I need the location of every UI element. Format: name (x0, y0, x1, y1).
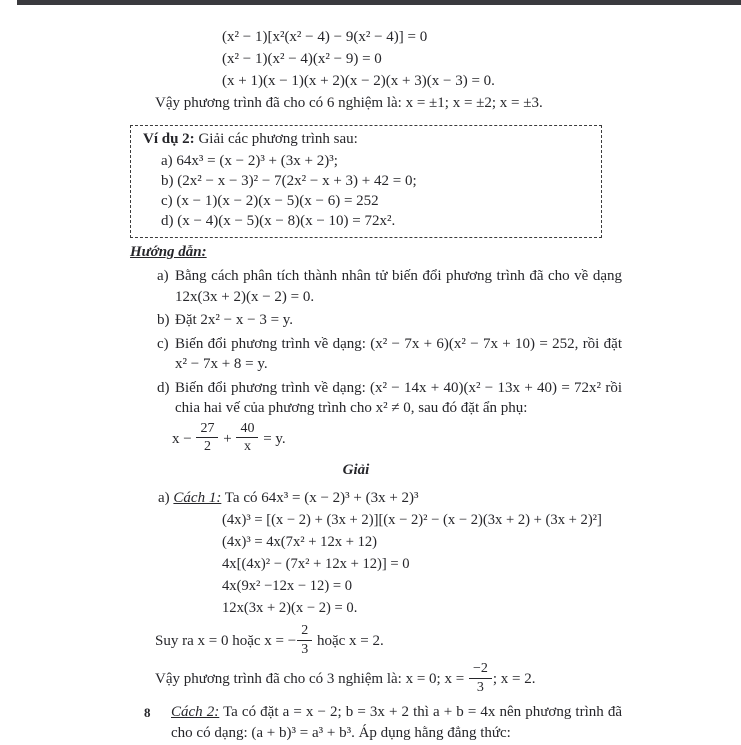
item-label: c) (157, 335, 169, 352)
cach-1-intro: Ta có 64x³ = (x − 2)³ + (3x + 2)³ (221, 489, 419, 506)
fraction: $\frac{27}{2}$ (195, 421, 219, 455)
hint-item-a (130, 266, 622, 307)
page-content (130, 26, 622, 745)
item-label: c) (161, 193, 173, 209)
example-item-c (161, 191, 593, 211)
example-2-label: Ví dụ 2: (143, 131, 195, 147)
cach-2-paragraph (171, 702, 622, 745)
example-item-d (161, 211, 593, 231)
conclusion-6-roots: Vậy phương trình đã cho có 6 nghiệm là: x = ±1; x = ±2; x = ±3. (155, 95, 543, 111)
item-label: b) (161, 173, 174, 189)
step-equation: 12x(3x + 2)(x − 2) = 0. (222, 599, 358, 616)
intro-derivation (130, 26, 622, 114)
hint-text: Biến đổi phương trình về dạng: (x² − 14x + 40)(x² − 13x + 40) = 72x² rồi chia hai vế của phương trình cho x² ≠ 0, sau đó đặt ẩn phụ: (175, 379, 622, 416)
example-2-box (130, 125, 602, 238)
item-label: a) (158, 489, 174, 506)
hint-item-b (130, 310, 622, 331)
example-2-title (143, 129, 593, 149)
item-label: a) (157, 268, 169, 284)
cach-1-label: Cách 1: (173, 489, 222, 506)
cach-1-steps (130, 509, 622, 619)
hint-d-substitution-equation: x − $\frac{27}{2}$ + $\frac{40}{x}$ = y. (172, 420, 286, 455)
equation-line: (x² − 1)[x²(x² − 4) − 9(x² − 4)] = 0 (222, 29, 428, 45)
item-label: d) (161, 213, 174, 229)
conclusion-3-roots: Vậy phương trình đã cho có 3 nghiệm là: x = 0; x = $\frac{-2}{3}$ ; x = 2. (155, 661, 536, 695)
page-number: 8 (144, 705, 151, 720)
huong-dan-heading: Hướng dẫn: (130, 244, 207, 260)
step-equation: 4x(9x² −12x − 12) = 0 (222, 577, 352, 594)
item-equation: (2x² − x − 3)² − 7(2x² − x + 3) + 42 = 0; (173, 173, 417, 189)
hint-text: Đặt 2x² − x − 3 = y. (175, 312, 294, 328)
step-equation: 4x[(4x)² − (7x² + 12x + 12)] = 0 (222, 555, 410, 572)
hint-item-d (130, 378, 622, 419)
equation-line: (x + 1)(x − 1)(x + 2)(x − 2)(x + 3)(x − 3) = 0. (222, 73, 495, 89)
cach-1-line (158, 487, 622, 509)
scan-edge-artifact (17, 0, 741, 5)
fraction: $\frac{2}{3}$ (296, 623, 313, 657)
example-item-a (161, 151, 593, 171)
item-equation: 64x³ = (x − 2)³ + (3x + 2)³; (172, 153, 338, 169)
item-label: b) (157, 312, 170, 328)
equation-line: (x² − 1)(x² − 4)(x² − 9) = 0 (222, 51, 382, 67)
cach-2-text: Ta có đặt a = x − 2; b = 3x + 2 thì a + b = 4x nên phương trình đã cho có dạng: (a + b)³ = a³ + b³. Áp dụng hằng đẳng thức: (171, 703, 622, 742)
example-2-title-text: Giải các phương trình sau: (194, 131, 358, 147)
step-equation: (4x)³ = 4x(7x² + 12x + 12) (222, 533, 378, 550)
fraction: $\frac{40}{x}$ (235, 421, 259, 455)
suy-ra-line: Suy ra x = 0 hoặc x = − $\frac{2}{3}$ hoặc x = 2. (155, 622, 384, 657)
giai-heading: Giải (342, 461, 370, 478)
step-equation: (4x)³ = [(x − 2) + (3x + 2)][(x − 2)² − (x − 2)(3x + 2) + (3x + 2)²] (222, 511, 602, 528)
item-label: d) (157, 379, 170, 396)
item-label: a) (161, 153, 173, 169)
example-item-b (161, 171, 593, 191)
fraction: $\frac{-2}{3}$ (468, 661, 493, 695)
hint-item-c (130, 334, 622, 375)
item-equation: (x − 4)(x − 5)(x − 8)(x − 10) = 72x². (173, 213, 396, 229)
hint-text: Biến đổi phương trình về dạng: (x² − 7x + 6)(x² − 7x + 10) = 252, rồi đặt x² − 7x + 8 = y. (175, 335, 622, 372)
cach-2-label: Cách 2: (171, 703, 220, 720)
item-equation: (x − 1)(x − 2)(x − 5)(x − 6) = 252 (172, 193, 379, 209)
hint-text: Bằng cách phân tích thành nhân tử biến đổi phương trình đã cho về dạng 12x(3x + 2)(x − 2) = 0. (175, 268, 622, 305)
